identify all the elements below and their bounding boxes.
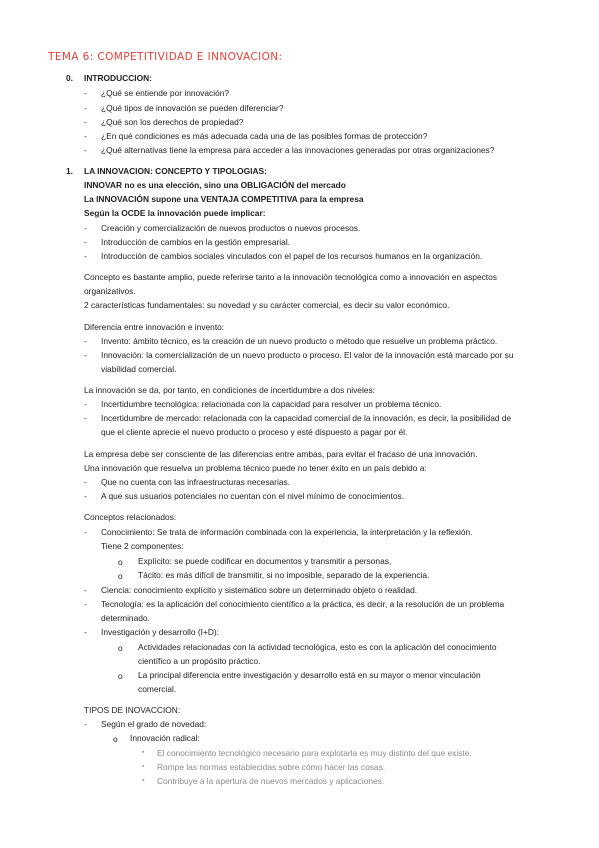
dash-marker: - <box>84 237 87 247</box>
list-item: ¿En qué condiciones es más adecuada cada una de las posibles formas de protección? <box>101 131 428 141</box>
list-item: Incertidumbre de mercado: relacionada con la capacidad comercial de la innovación, es decir, la posibilidad de <box>101 413 512 423</box>
list-item: Conocimiento: Se trata de información combinada con la experiencia, la interpretación y la reflexión. <box>101 527 473 537</box>
sub-sub-list-item: El conocimiento tecnológico necesario para explotarla es muy distinto del que existe. <box>157 748 472 758</box>
text-line: Diferencia entre innovación e invento: <box>84 322 225 332</box>
text-line: TIPOS DE INOVACCION: <box>84 705 181 715</box>
list-item: ¿Qué alternativas tiene la empresa para acceder a las innovaciones generadas por otras organizaciones? <box>101 145 495 155</box>
dash-marker: - <box>84 103 87 113</box>
list-item-cont: que el cliente aprecie el nuevo producto o proceso y esté dispuesto a pagar por él. <box>101 427 408 437</box>
dash-marker: - <box>84 599 87 609</box>
dash-marker: - <box>84 627 87 637</box>
square-marker: ▪ <box>142 749 145 756</box>
dash-marker: - <box>84 251 87 261</box>
circle-marker: o <box>118 671 123 681</box>
sub-sub-list-item: Rompe las normas establecidas sobre cómo hacer las cosas. <box>157 762 386 772</box>
list-item: A que sus usuarios potenciales no cuentan con el nivel mínimo de conocimientos. <box>101 491 405 501</box>
text-line: Concepto es bastante amplio, puede referirse tanto a la innovación tecnológica como a innovación en aspectos <box>84 272 497 282</box>
list-item: Creación y comercialización de nuevos productos o nuevos procesos. <box>101 223 361 233</box>
sub-list-item: Explícito: se puede codificar en documentos y transmitir a personas, <box>138 556 392 566</box>
circle-marker: o <box>113 734 118 744</box>
list-item-cont: determinado. <box>101 613 150 623</box>
list-item: ¿Qué tipos de innovación se pueden diferenciar? <box>101 103 284 113</box>
dash-marker: - <box>84 117 87 127</box>
sub-list-item: Innovación radical: <box>130 733 200 743</box>
dash-marker: - <box>84 336 87 346</box>
sub-list-item-cont: comercial. <box>138 684 177 694</box>
sub-sub-list-item: Contribuye a la apertura de nuevos mercados y aplicaciones. <box>157 776 385 786</box>
list-item: Ciencia: conocimiento explícito y sistemático sobre un determinado objeto o realidad. <box>101 585 418 595</box>
dash-marker: - <box>84 477 87 487</box>
list-item: ¿Qué se entiende por innovación? <box>101 88 230 98</box>
dash-marker: - <box>84 399 87 409</box>
section-number: 0. <box>66 73 73 83</box>
sub-list-item: La principal diferencia entre investigación y desarrollo está en su mayor o menor vinculación <box>138 670 481 680</box>
text-line: organizativos. <box>84 286 136 296</box>
page-title: TEMA 6: COMPETITIVIDAD E INNOVACION: <box>48 51 283 63</box>
list-item: Invento: ámbito técnico, es la creación de un nuevo producto o método que resuelve un problema práctico. <box>101 336 498 346</box>
list-item: Introducción de cambios en la gestión empresarial. <box>101 237 291 247</box>
sub-list-item: Actividades relacionadas con la actividad tecnológica, esto es con la aplicación del conocimiento <box>138 642 497 652</box>
text-line: 2 características fundamentales: su novedad y su carácter comercial, es decir su valor económico. <box>84 300 450 310</box>
text-line: La empresa debe ser consciente de las diferencias entre ambas, para evitar el fracaso de una innovación. <box>84 449 478 459</box>
square-marker: ▪ <box>142 777 145 784</box>
sub-list-item: Tácito: es más difícil de transmitir, si no imposible, separado de la experiencia. <box>138 570 430 580</box>
text-line: La INNOVACIÓN supone una VENTAJA COMPETITIVA para la empresa <box>84 194 364 204</box>
list-item: Introducción de cambios sociales vinculados con el papel de los recursos humanos en la organización. <box>101 251 483 261</box>
list-item: Según el grado de novedad: <box>101 719 207 729</box>
text-line: Una innovación que resuelva un problema técnico puede no tener éxito en un país debido a: <box>84 463 427 473</box>
circle-marker: o <box>118 571 123 581</box>
text-line: INNOVAR no es una elección, sino una OBLIGACIÓN del mercado <box>84 180 346 190</box>
list-item: Investigación y desarrollo (I+D): <box>101 627 219 637</box>
dash-marker: - <box>84 145 87 155</box>
list-item: Tecnología: es la aplicación del conocimiento científico a la práctica, es decir, a la resolución de un problema <box>101 599 505 609</box>
dash-marker: - <box>84 719 87 729</box>
sub-list-item-cont: científico a un propósito práctico. <box>138 656 261 666</box>
list-item: Incertidumbre tecnológica: relacionada con la capacidad para resolver un problema técnico. <box>101 399 442 409</box>
dash-marker: - <box>84 223 87 233</box>
list-item: Que no cuenta con las infraestructuras necesarias. <box>101 477 291 487</box>
section-heading: INTRODUCCION: <box>84 73 152 83</box>
square-marker: ▪ <box>142 763 145 770</box>
dash-marker: - <box>84 131 87 141</box>
section-number: 1. <box>66 166 73 176</box>
dash-marker: - <box>84 350 87 360</box>
text-line: La innovación se da, por tanto, en condiciones de incertidumbre a dos niveles: <box>84 385 375 395</box>
list-item: ¿Qué son los derechos de propiedad? <box>101 117 244 127</box>
list-item-cont: Tiene 2 componentes: <box>101 541 184 551</box>
dash-marker: - <box>84 585 87 595</box>
list-item: Innovación: la comercialización de un nuevo producto o proceso. El valor de la innovación está marcado por su <box>101 350 514 360</box>
section-heading: LA INNOVACION: CONCEPTO Y TIPOLOGIAS: <box>84 166 267 176</box>
circle-marker: o <box>118 557 123 567</box>
dash-marker: - <box>84 88 87 98</box>
text-line: Según la OCDE la innovación puede implicar: <box>84 208 266 218</box>
dash-marker: - <box>84 413 87 423</box>
circle-marker: o <box>118 643 123 653</box>
dash-marker: - <box>84 527 87 537</box>
dash-marker: - <box>84 491 87 501</box>
list-item-cont: viabilidad comercial. <box>101 364 177 374</box>
text-line: Conceptos relacionados: <box>84 512 177 522</box>
